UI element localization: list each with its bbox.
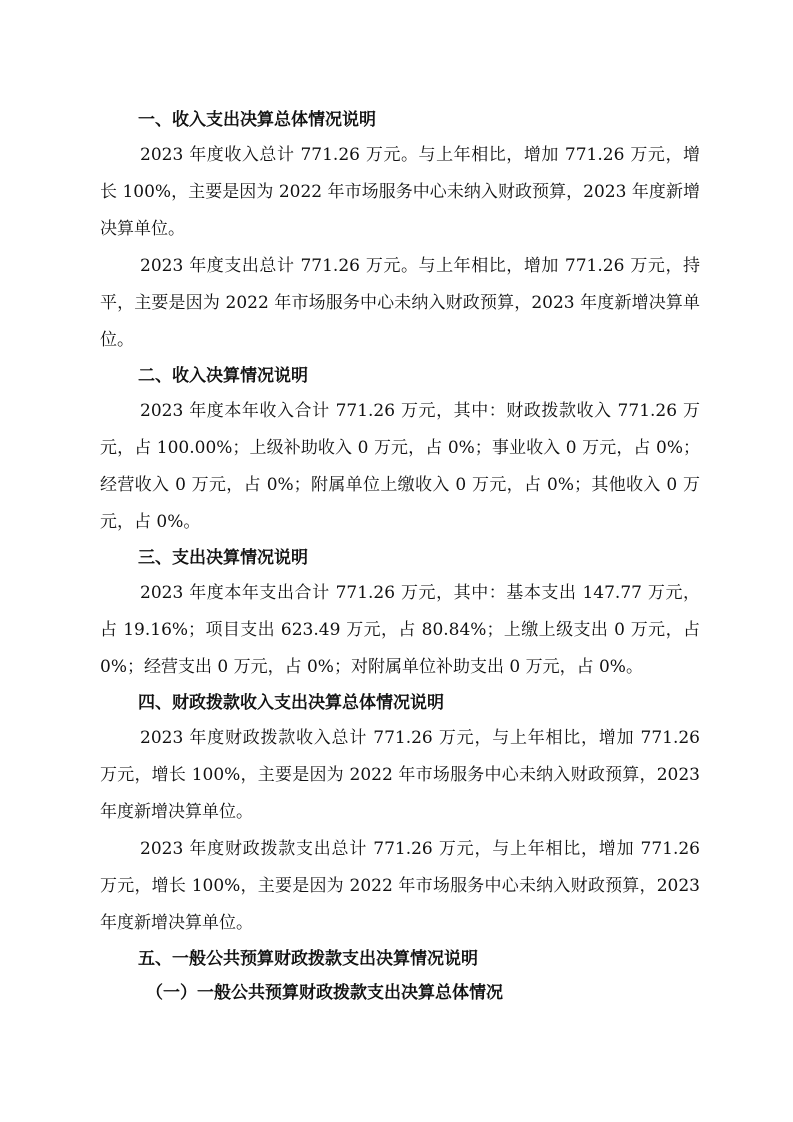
section-heading-1: 一、收入支出决算总体情况说明 — [138, 110, 376, 130]
section-heading-4: 四、财政拨款收入支出决算总体情况说明 — [138, 693, 444, 713]
document-body — [100, 103, 700, 1010]
paragraph: 2023 年度财政拨款收入总计 771.26 万元，与上年相比，增加 771.26 万元，增长 100%，主要是因为 2022 年市场服务中心未纳入财政预算，2023 年度新增决算单位。 — [100, 728, 700, 822]
section-heading-3: 三、支出决算情况说明 — [138, 548, 308, 568]
section-heading-2: 二、收入决算情况说明 — [138, 366, 308, 386]
paragraph: 2023 年度本年支出合计 771.26 万元，其中：基本支出 147.77 万元，占 19.16%；项目支出 623.49 万元，占 80.84%；上缴上级支出 0 万元，占 0%；经营支出 0 万元，占 0%；对附属单位补助支出 0 万元，占 0%。 — [100, 583, 700, 677]
subsection-heading: （一）一般公共预算财政拨款支出决算总体情况 — [146, 983, 503, 1003]
paragraph: 2023 年度收入总计 771.26 万元。与上年相比，增加 771.26 万元，增长 100%，主要是因为 2022 年市场服务中心未纳入财政预算，2023 年度新增决算单位。 — [100, 145, 700, 239]
paragraph: 2023 年度财政拨款支出总计 771.26 万元，与上年相比，增加 771.26 万元，增长 100%，主要是因为 2022 年市场服务中心未纳入财政预算，2023 年度新增决算单位。 — [100, 839, 700, 933]
paragraph: 2023 年度支出总计 771.26 万元。与上年相比，增加 771.26 万元，持平，主要是因为 2022 年市场服务中心未纳入财政预算，2023 年度新增决算单位。 — [100, 256, 700, 350]
paragraph: 2023 年度本年收入合计 771.26 万元，其中：财政拨款收入 771.26 万元，占 100.00%；上级补助收入 0 万元，占 0%；事业收入 0 万元，占 0%；经营收入 0 万元，占 0%；附属单位上缴收入 0 万元，占 0%；其他收入 0 万元，占 0%。 — [100, 401, 700, 532]
section-heading-5: 五、一般公共预算财政拨款支出决算情况说明 — [138, 949, 478, 969]
